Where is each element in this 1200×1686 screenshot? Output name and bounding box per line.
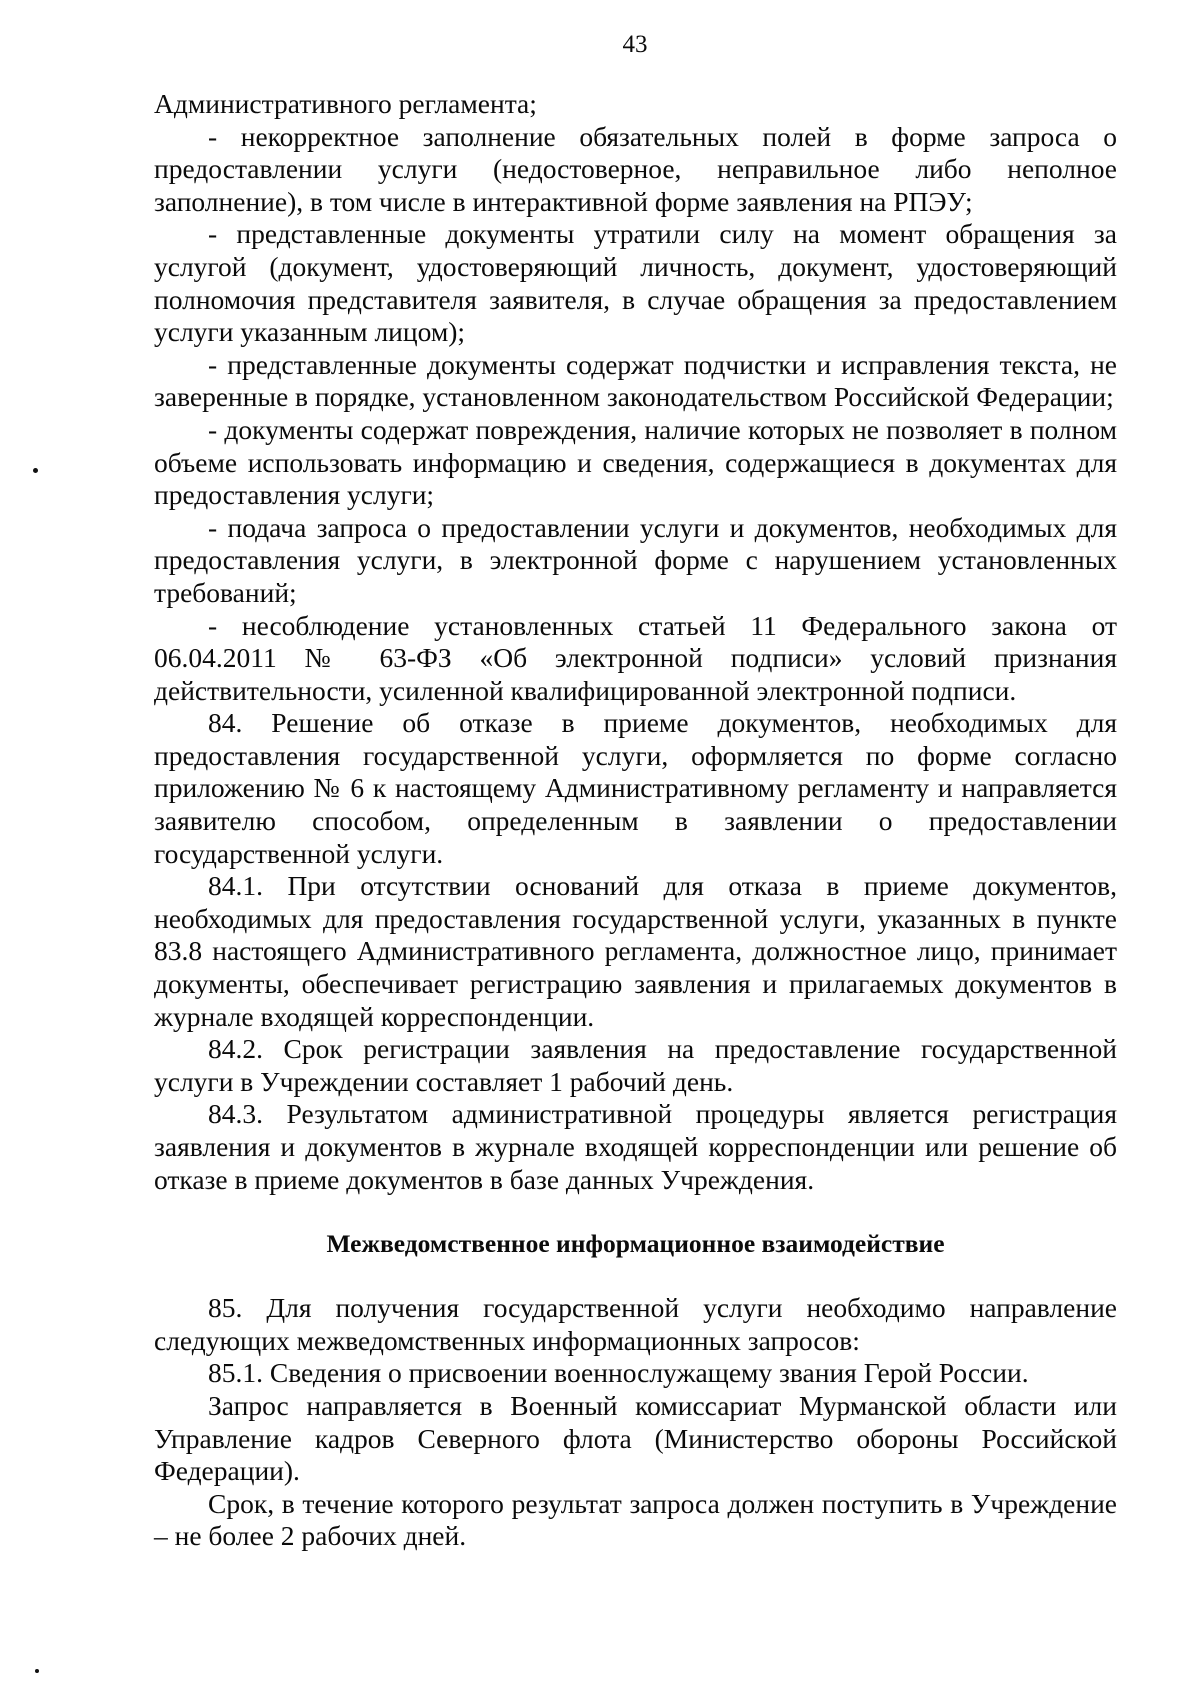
paragraph: Административного регламента; bbox=[154, 88, 537, 119]
paragraph: 84.2. Срок регистрации заявления на предоставление государственной услуги в Учреждении составляет 1 рабочий день. bbox=[154, 1033, 1117, 1097]
scan-artifact-dot bbox=[33, 468, 38, 473]
paragraph: 84.1. При отсутствии оснований для отказа в приеме документов, необходимых для предоставления государственной услуги, указанных в пункте 83.8 настоящего Административного регламента, должностное лицо, принимает документы, обеспечивает регистрацию заявления и прилагаемых документов в журнале входящей корреспонденции. bbox=[154, 870, 1117, 1032]
section-heading: Межведомственное информационное взаимодействие bbox=[326, 1229, 945, 1259]
page-number: 43 bbox=[622, 31, 648, 58]
paragraph: - представленные документы содержат подчистки и исправления текста, не заверенные в порядке, установленном законодательством Российской Федерации; bbox=[154, 348, 1117, 413]
paragraph: - несоблюдение установленных статьей 11 Федерального закона от 06.04.2011 № 63-ФЗ «Об электронной подписи» условий признания действительности, усиленной квалифицированной электронной подписи. bbox=[154, 609, 1117, 706]
paragraph: 84. Решение об отказе в приеме документов, необходимых для предоставления государственной услуги, оформляется по форме согласно приложению № 6 к настоящему Административному регламенту и направляется заявителю способом, определенным в заявлении о предоставлении государственной услуги. bbox=[154, 707, 1117, 869]
paragraph: - представленные документы утратили силу на момент обращения за услугой (документ, удостоверяющий личность, документ, удостоверяющий полномочия представителя заявителя, в случае обращения за предоставлением услуги указанным лицом); bbox=[154, 218, 1117, 348]
paragraph: 84.3. Результатом административной процедуры является регистрация заявления и документов в журнале входящей корреспонденции или решение об отказе в приеме документов в базе данных Учреждения. bbox=[154, 1098, 1117, 1195]
paragraph: - подача запроса о предоставлении услуги и документов, необходимых для предоставления услуги, в электронной форме с нарушением установленных требований; bbox=[154, 511, 1117, 608]
scan-artifact-dot bbox=[35, 1669, 39, 1673]
paragraph: - некорректное заполнение обязательных полей в форме запроса о предоставлении услуги (недостоверное, неправильное либо неполное заполнение), в том числе в интерактивной форме заявления на РПЭУ; bbox=[154, 120, 1117, 217]
paragraph: 85. Для получения государственной услуги необходимо направление следующих межведомственных информационных запросов: bbox=[154, 1292, 1117, 1356]
paragraph: Запрос направляется в Военный комиссариат Мурманской области или Управление кадров Северного флота (Министерство обороны Российской Федерации). bbox=[154, 1389, 1117, 1487]
paragraph: 85.1. Сведения о присвоении военнослужащему звания Герой России. bbox=[208, 1357, 1029, 1389]
document-text bbox=[154, 88, 1117, 1553]
paragraph: - документы содержат повреждения, наличие которых не позволяет в полном объеме использовать информацию и сведения, содержащиеся в документах для предоставления услуги; bbox=[154, 413, 1117, 511]
paragraph: Срок, в течение которого результат запроса должен поступить в Учреждение – не более 2 рабочих дней. bbox=[154, 1487, 1117, 1552]
